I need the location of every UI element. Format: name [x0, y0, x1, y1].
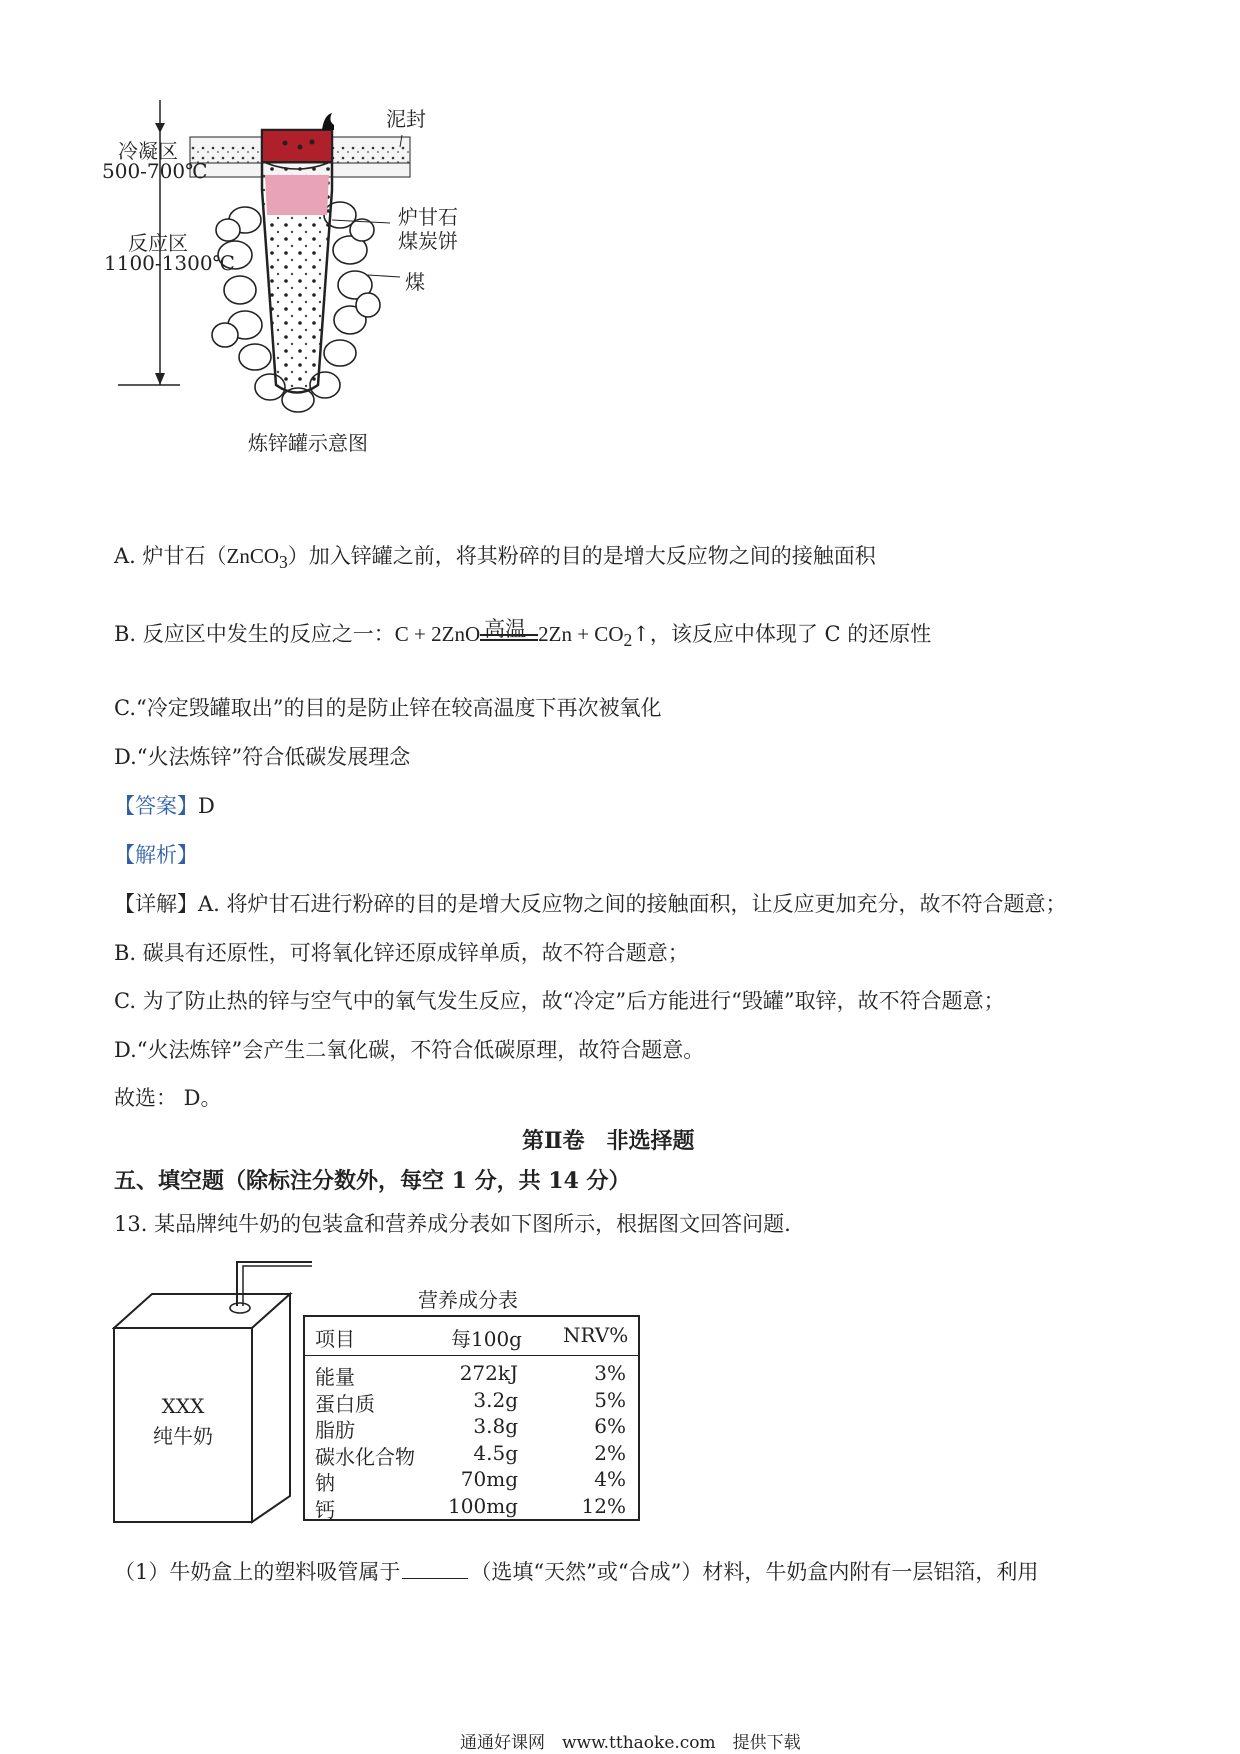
- table-row: 碳水化合物 4.5g 2%: [315, 1440, 626, 1469]
- nutrition-header-divider: [305, 1355, 638, 1356]
- analysis-label: 【解析】: [114, 843, 198, 867]
- nutrition-table: [303, 1315, 640, 1521]
- table-row: 脂肪 3.8g 6%: [315, 1414, 626, 1442]
- label-reaction-temp: 1100-1300℃: [104, 251, 235, 275]
- label-coal-cake: 煤炭饼: [398, 229, 458, 253]
- answer-label: 【答案】: [114, 794, 198, 818]
- detail-choice: 故选： D。: [114, 1086, 222, 1110]
- reaction-condition: 高温: [480, 640, 538, 641]
- label-condense-zone: 冷凝区: [118, 139, 178, 163]
- nutrition-header-nrv: NRV%: [563, 1323, 629, 1347]
- label-seal: 泥封: [386, 107, 426, 131]
- nutrition-rows: [305, 1361, 638, 1520]
- answer-line: [114, 790, 215, 820]
- milk-box-line2: 纯牛奶: [153, 1424, 213, 1448]
- volume-title: 第Ⅱ卷 非选择题: [522, 1128, 695, 1154]
- answer-value: D: [198, 794, 215, 818]
- detail-line-1: 【详解】A. 将炉甘石进行粉碎的目的是增大反应物之间的接触面积，让反应更加充分，故不符合题意；: [114, 892, 1067, 916]
- nutrition-header-per100g: 每100g: [451, 1327, 522, 1351]
- option-c: C.“冷定毁罐取出”的目的是防止锌在较高温度下再次被氧化: [114, 696, 662, 720]
- nutrition-table-title: 营养成分表: [418, 1288, 518, 1312]
- part-title: 五、填空题（除标注分数外，每空 1 分，共 14 分）: [114, 1168, 631, 1194]
- milk-box-drawing: [112, 1256, 312, 1526]
- detail-line-2: B. 碳具有还原性，可将氧化锌还原成锌单质，故不符合题意；: [114, 941, 689, 965]
- q13-sub1: （1）牛奶盒上的塑料吸管属于 （选填“天然”或“合成”）材料，牛奶盒内附有一层铝箔，利用: [114, 1560, 1039, 1584]
- label-reaction-zone: 反应区: [128, 231, 188, 255]
- zinc-jar-figure: [100, 95, 520, 515]
- option-d: D.“火法炼锌”符合低碳发展理念: [114, 745, 411, 769]
- nutrition-header-item: 项目: [315, 1327, 355, 1351]
- figure-caption: 炼锌罐示意图: [248, 431, 368, 455]
- label-condense-temp: 500-700℃: [102, 159, 208, 183]
- milk-box-line1: XXX: [161, 1394, 205, 1418]
- q13-stem: 13. 某品牌纯牛奶的包装盒和营养成分表如下图所示，根据图文回答问题.: [114, 1212, 791, 1236]
- table-row: 蛋白质 3.2g 5%: [315, 1387, 626, 1416]
- table-row: 能量 272kJ 3%: [315, 1361, 626, 1389]
- label-coal: 煤: [405, 270, 425, 294]
- option-a: A. 炉甘石（ZnCO$_3$）加入锌罐之前，将其粉碎的目的是增大反应物之间的接触面积: [114, 544, 876, 573]
- option-b: B. 反应区中发生的反应之一：C + 2ZnO 高温 $2Zn + CO_2↑$，该反应中体现了 C 的还原性: [114, 617, 932, 651]
- table-row: 钠 70mg 4%: [315, 1467, 626, 1495]
- page-footer: 通通好课网 www.tthaoke.com 提供下载: [460, 1733, 801, 1753]
- answer-blank[interactable]: [402, 1558, 468, 1579]
- detail-line-4: D.“火法炼锌”会产生二氧化碳，不符合低碳原理，故符合题意。: [114, 1038, 705, 1062]
- label-calamine: 炉甘石: [398, 205, 458, 229]
- milk-box-figure: [112, 1256, 312, 1526]
- table-row: 钙 100mg 12%: [315, 1493, 626, 1522]
- detail-line-3: C. 为了防止热的锌与空气中的氧气发生反应，故“冷定”后方能进行“毁罐”取锌，故不符合题意；: [114, 989, 1005, 1013]
